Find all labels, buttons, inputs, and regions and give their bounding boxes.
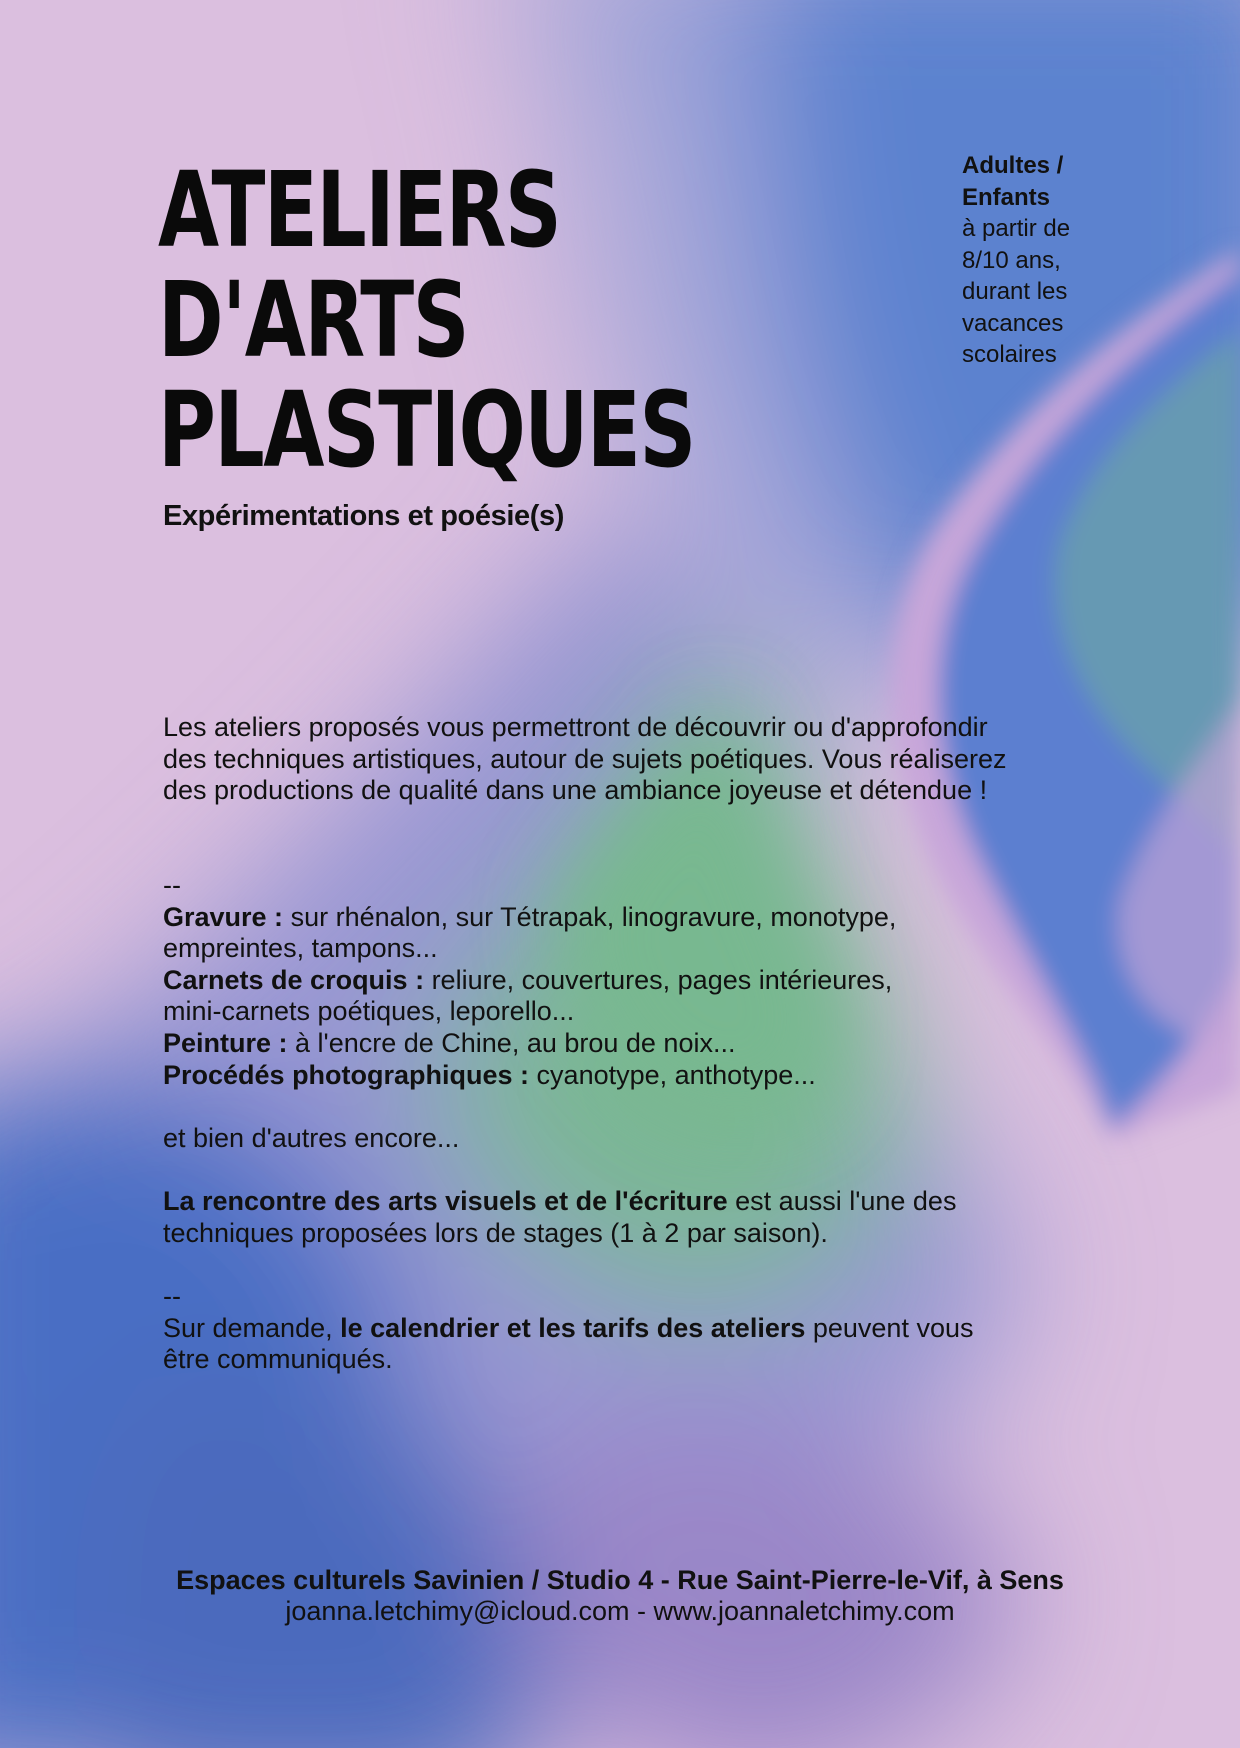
calendar-suffix: peuvent vous	[805, 1312, 974, 1343]
calendar-bold: le calendrier et les tarifs des ateliers	[340, 1312, 806, 1343]
intro-line: Les ateliers proposés vous permettront de découvrir ou d'approfondir	[163, 712, 988, 742]
technique-continuation: mini-carnets poétiques, leporello...	[163, 996, 575, 1027]
technique-text: sur rhénalon, sur Tétrapak, linogravure, monotype,	[283, 901, 897, 932]
separator: --	[163, 870, 181, 900]
intro-line: des techniques artistiques, autour de sujets poétiques. Vous réaliserez	[163, 743, 1007, 774]
audience-info	[962, 150, 1142, 371]
footer-address: Espaces culturels Savinien / Studio 4 - Rue Saint-Pierre-le-Vif, à Sens	[176, 1565, 1064, 1595]
audience-line: 8/10 ans,	[962, 246, 1061, 274]
technique-label: Carnets de croquis :	[163, 964, 425, 995]
more-text	[163, 1123, 1123, 1155]
footer-contact: joanna.letchimy@icloud.com - www.joannaletchimy.com	[285, 1596, 955, 1626]
audience-bold-line: Enfants	[962, 183, 1051, 211]
writing-continuation: techniques proposées lors de stages (1 à 2 par saison).	[163, 1217, 828, 1248]
more-line: et bien d'autres encore...	[163, 1123, 460, 1153]
technique-item	[163, 902, 1123, 934]
audience-line: durant les	[962, 278, 1068, 305]
writing-paragraph	[163, 1186, 1123, 1249]
writing-bold: La rencontre des arts visuels et de l'écriture	[163, 1186, 728, 1216]
technique-label: Gravure :	[163, 901, 284, 932]
technique-label: Procédés photographiques :	[163, 1059, 530, 1090]
technique-text: reliure, couvertures, pages intérieures,	[424, 964, 893, 995]
intro-paragraph	[163, 712, 1123, 807]
title-line: ATELIERS	[158, 149, 561, 271]
footer	[0, 1565, 1240, 1627]
techniques-list	[163, 870, 1123, 1091]
technique-item	[163, 965, 1123, 997]
technique-item	[163, 1060, 1123, 1092]
calendar-prefix: Sur demande,	[163, 1312, 341, 1343]
title-line: D'ARTS	[158, 259, 469, 381]
audience-line: vacances	[962, 309, 1064, 337]
calendar-line	[163, 1313, 1123, 1345]
flyer-subtitle: Expérimentations et poésie(s)	[163, 500, 564, 532]
audience-bold-line: Adultes /	[962, 152, 1064, 179]
technique-text: cyanotype, anthotype...	[529, 1059, 816, 1090]
writing-line	[163, 1186, 1123, 1218]
calendar-paragraph	[163, 1281, 1123, 1376]
audience-line: scolaires	[962, 341, 1057, 368]
technique-text: à l'encre de Chine, au brou de noix...	[287, 1027, 736, 1058]
technique-item	[163, 1028, 1123, 1060]
flyer-title	[158, 149, 695, 491]
technique-label: Peinture :	[163, 1027, 288, 1058]
intro-line: des productions de qualité dans une ambiance joyeuse et détendue !	[163, 775, 988, 806]
title-line: PLASTIQUES	[158, 369, 695, 491]
separator: --	[163, 1281, 181, 1311]
calendar-continuation: être communiqués.	[163, 1344, 393, 1375]
writing-text: est aussi l'une des	[727, 1186, 957, 1216]
technique-continuation: empreintes, tampons...	[163, 933, 438, 964]
audience-line: à partir de	[962, 215, 1071, 242]
